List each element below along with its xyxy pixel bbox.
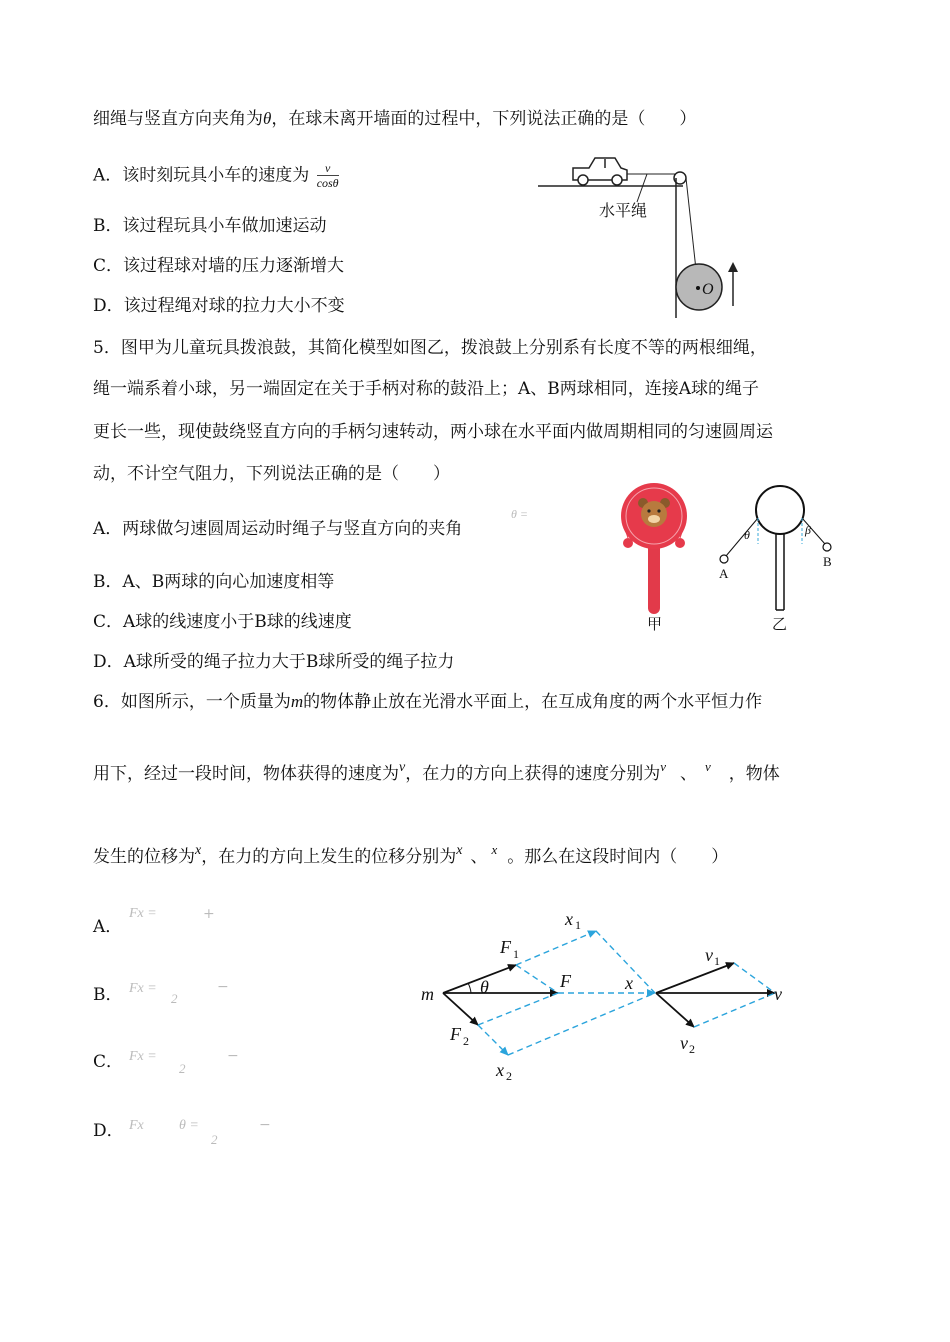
q6-option-a[interactable]: A． Fx = + bbox=[93, 906, 215, 937]
q5-stem-line2: 绳一端系着小球，另一端固定在关于手柄对称的鼓沿上；A、B两球相同，连接A球的绳子 bbox=[93, 379, 760, 399]
q6-option-b[interactable]: B． Fx = 2 − bbox=[93, 979, 229, 1006]
velocity-fraction: $\frac{v}{\cos\theta}$ bbox=[316, 161, 339, 190]
q5-figure bbox=[612, 478, 852, 636]
q5-stem-line3: 更长一些，现使鼓绕竖直方向的手柄匀速转动，两小球在水平面内做周期相同的匀速圆周运 bbox=[93, 422, 773, 442]
svg-text:2: 2 bbox=[506, 1069, 512, 1083]
label-v: v bbox=[774, 984, 782, 1004]
label-f: F bbox=[560, 971, 571, 991]
q5-stem-line1: 5．图甲为儿童玩具拨浪鼓，其简化模型如图乙，拨浪鼓上分别系有长度不等的两根细绳， bbox=[93, 338, 767, 358]
svg-text:2: 2 bbox=[463, 1034, 469, 1048]
q5-option-d[interactable]: D．A球所受的绳子拉力大于B球所受的绳子拉力 bbox=[93, 652, 455, 672]
ball-center-label: O bbox=[702, 281, 714, 298]
q5-option-c[interactable]: C．A球的线速度小于B球的线速度 bbox=[93, 612, 352, 632]
label-x: x bbox=[625, 973, 633, 993]
theta-symbol: θ bbox=[263, 109, 272, 128]
q6-stem-line1: 6．如图所示，一个质量为m的物体静止放在光滑水平面上，在互成角度的两个水平恒力作 bbox=[93, 692, 763, 712]
toy-car-icon bbox=[573, 158, 627, 185]
svg-text:2: 2 bbox=[689, 1042, 695, 1056]
label-v2: v bbox=[680, 1033, 688, 1053]
q6-vector-diagram bbox=[418, 905, 818, 1085]
label-jia: 甲 bbox=[647, 615, 663, 633]
svg-text:1: 1 bbox=[714, 954, 720, 968]
label-yi: 乙 bbox=[772, 615, 788, 633]
q4-option-b[interactable]: B．该过程玩具小车做加速运动 bbox=[93, 216, 327, 236]
label-ball-b: B bbox=[823, 554, 832, 569]
rope-label: 水平绳 bbox=[599, 201, 648, 220]
q6-option-c[interactable]: C． Fx = 2 − bbox=[93, 1048, 239, 1076]
q4-stem: 细绳与竖直方向夹角为θ，在球未离开墙面的过程中，下列说法正确的是（ ） bbox=[93, 109, 697, 129]
label-theta: θ bbox=[480, 977, 489, 997]
svg-text:1: 1 bbox=[513, 947, 519, 961]
label-f2: F bbox=[450, 1024, 461, 1044]
label-m: m bbox=[421, 984, 434, 1004]
angle-formula: θ = bbox=[511, 507, 528, 521]
q6-stem-line3: 发生的位移为$^x$，在力的方向上发生的位移分别为$^x$ 、 $^x$ 。那么在这段时间内（ ） bbox=[93, 842, 729, 867]
q4-option-d[interactable]: D．该过程绳对球的拉力大小不变 bbox=[93, 296, 345, 316]
label-theta: θ bbox=[744, 528, 750, 542]
svg-text:1: 1 bbox=[575, 918, 581, 932]
q5-stem-line4: 动，不计空气阻力，下列说法正确的是（ ） bbox=[93, 464, 450, 484]
q5-option-a[interactable]: A．两球做匀速圆周运动时绳子与竖直方向的夹角 θ = bbox=[93, 518, 462, 540]
q5-option-b[interactable]: B．A、B两球的向心加速度相等 bbox=[93, 572, 335, 592]
q4-option-a[interactable]: A．该时刻玩具小车的速度为 $\frac{v}{\cos\theta}$ bbox=[93, 161, 339, 190]
label-beta: β bbox=[805, 523, 811, 537]
q4-figure bbox=[535, 148, 765, 318]
label-x1: x bbox=[565, 909, 573, 929]
label-x2: x bbox=[496, 1060, 504, 1080]
q6-stem-line2: 用下，经过一段时间，物体获得的速度为$^v$，在力的方向上获得的速度分别为$^v$ 、 $^v$ ，物体 bbox=[93, 759, 780, 784]
q4-option-c[interactable]: C．该过程球对墙的压力逐渐增大 bbox=[93, 256, 345, 276]
rattle-drum-toy-icon bbox=[621, 483, 687, 614]
label-f1: F bbox=[500, 937, 511, 957]
label-v1: v bbox=[705, 945, 713, 965]
q6-option-d[interactable]: D． Fx θ = 2 − bbox=[93, 1117, 271, 1147]
label-ball-a: A bbox=[719, 566, 729, 581]
